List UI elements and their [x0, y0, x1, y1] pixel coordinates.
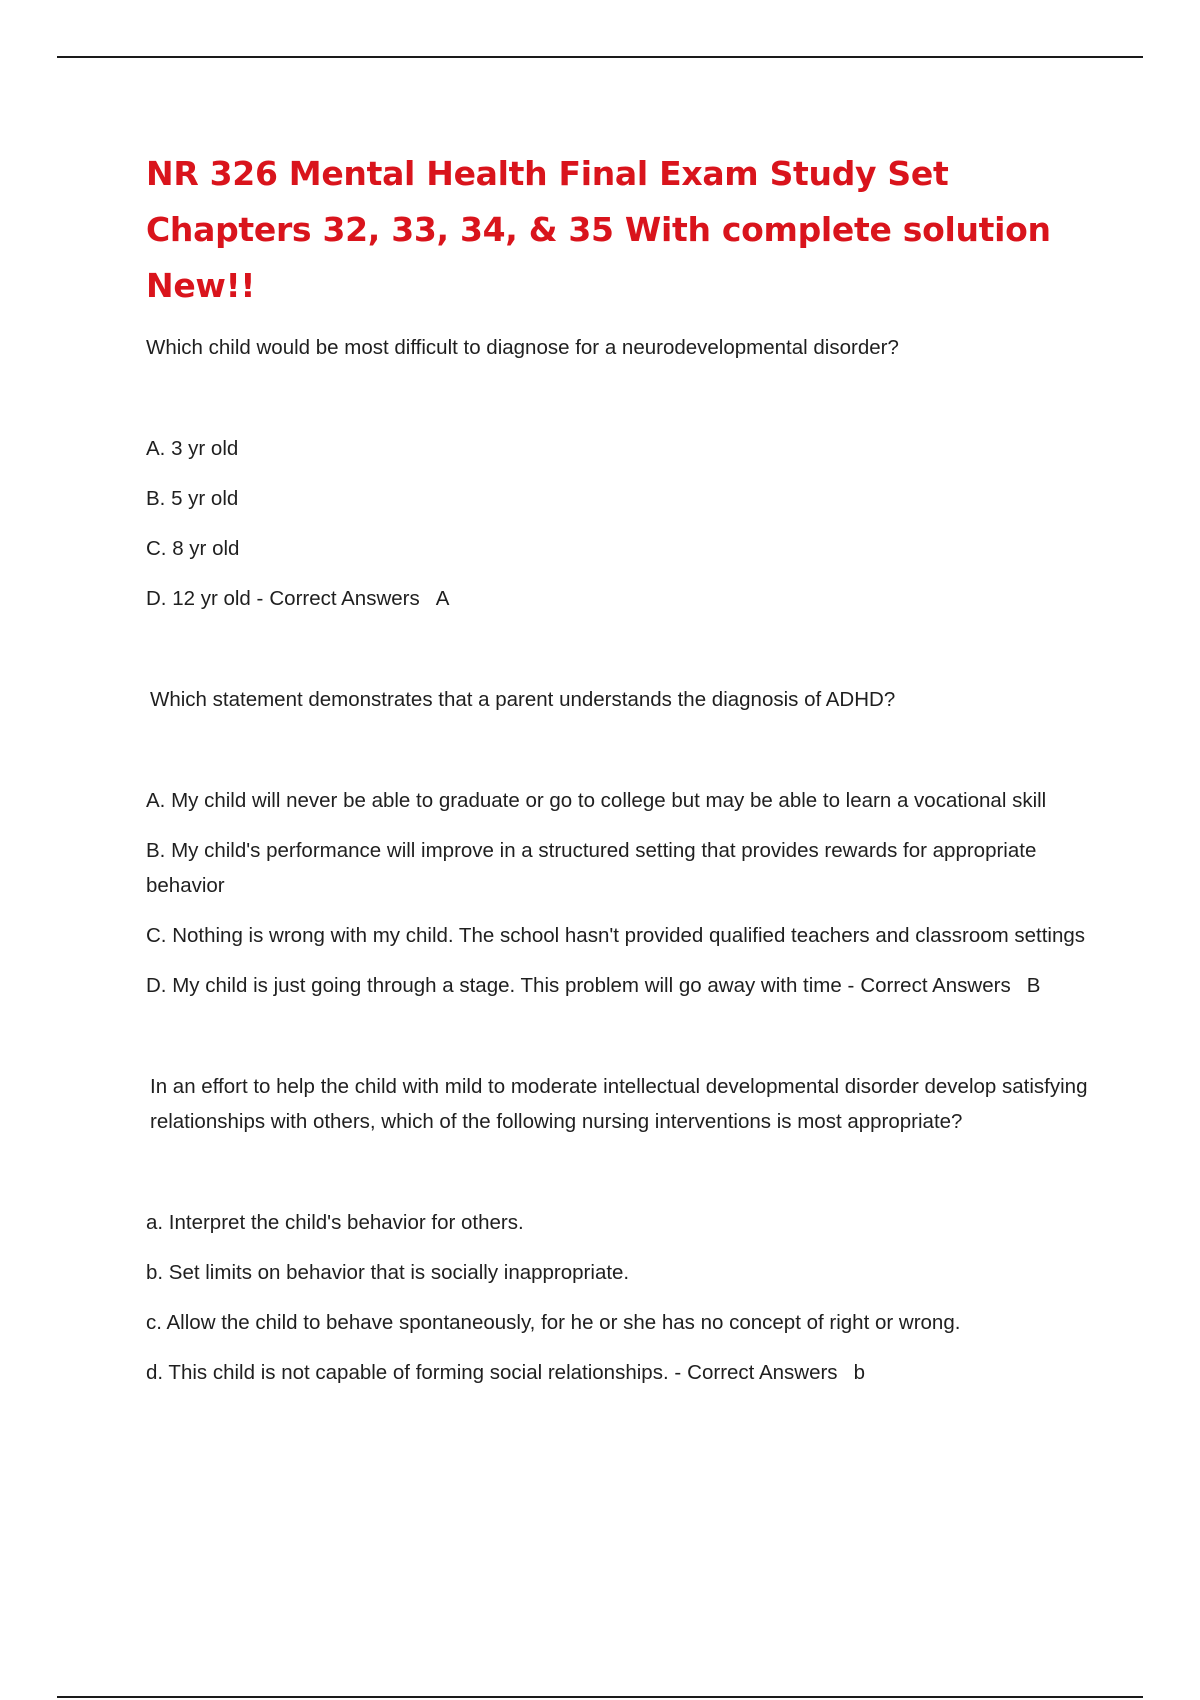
question-2-stem: Which statement demonstrates that a parent understands the diagnosis of ADHD?: [150, 688, 896, 711]
correct-answers-label: Correct Answers: [860, 974, 1011, 997]
question-1-options: [146, 431, 1096, 616]
question-2-option-a: A. My child will never be able to graduate or go to college but may be able to learn a vocational skill: [146, 789, 1047, 812]
correct-answers-label: Correct Answers: [269, 587, 420, 610]
correct-answers-label: Correct Answers: [687, 1361, 838, 1384]
document-body: [146, 146, 1096, 1390]
question-1-option-c: C. 8 yr old: [146, 537, 240, 560]
answer-separator: -: [674, 1361, 682, 1384]
question-1-answer: A: [435, 587, 450, 610]
question-1-option-d: [146, 581, 1096, 616]
question-1-stem: Which child would be most difficult to diagnose for a neurodevelopmental disorder?: [146, 336, 899, 359]
question-2-option-d: [146, 968, 1096, 1003]
question-2-option-c: C. Nothing is wrong with my child. The school hasn't provided qualified teachers and classroom settings: [146, 924, 1086, 947]
document-title: NR 326 Mental Health Final Exam Study Set Chapters 32, 33, 34, & 35 With complete solution New!!: [146, 154, 1051, 305]
footer-rule: [57, 1696, 1143, 1698]
question-3-option-b: b. Set limits on behavior that is socially inappropriate.: [146, 1261, 630, 1284]
question-3-answer: b: [853, 1361, 865, 1384]
question-3-option-d: [146, 1355, 1096, 1390]
question-3-options: [146, 1205, 1096, 1390]
question-3-option-d-text: d. This child is not capable of forming social relationships.: [146, 1361, 669, 1384]
question-2-options: [146, 783, 1096, 1003]
question-1-option-d-text: D. 12 yr old: [146, 587, 251, 610]
question-2-option-d-text: D. My child is just going through a stage. This problem will go away with time: [146, 974, 842, 997]
question-3-stem: In an effort to help the child with mild to moderate intellectual developmental disorder develop satisfying relationships with others, which of the following nursing interventions is most appropriate?: [150, 1075, 1088, 1133]
header-rule: [57, 56, 1143, 58]
question-1-option-a: A. 3 yr old: [146, 437, 239, 460]
question-2-option-b: B. My child's performance will improve in a structured setting that provides rewards for appropriate behavior: [146, 839, 1037, 897]
question-1-option-b: B. 5 yr old: [146, 487, 239, 510]
question-2-answer: B: [1026, 974, 1041, 997]
answer-separator: -: [847, 974, 855, 997]
question-3-option-a: a. Interpret the child's behavior for others.: [146, 1211, 524, 1234]
question-3-option-c: c. Allow the child to behave spontaneously, for he or she has no concept of right or wrong.: [146, 1311, 961, 1334]
answer-separator: -: [256, 587, 264, 610]
